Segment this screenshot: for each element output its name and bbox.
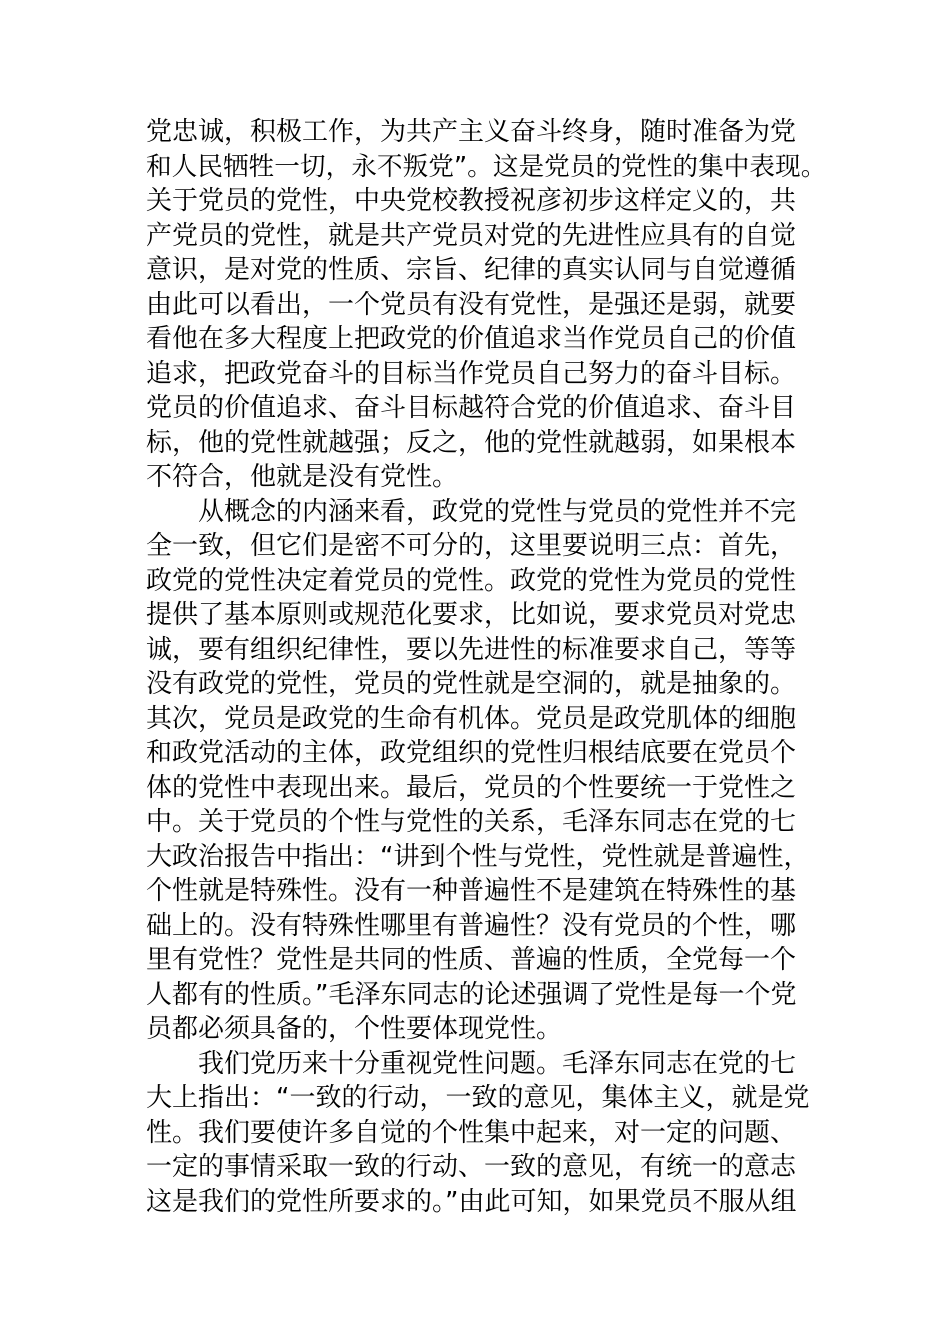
text-line: 由此可以看出，一个党员有没有党性，是强还是弱，就要 <box>146 289 797 320</box>
text-line: 础上的。没有特殊性哪里有普遍性？没有党员的个性，哪 <box>146 910 797 941</box>
text-line: 诚，要有组织纪律性，要以先进性的标准要求自己，等等 <box>146 634 797 665</box>
text-line: 看他在多大程度上把政党的价值追求当作党员自己的价值 <box>146 324 797 354</box>
text-line: 追求，把政党奋斗的目标当作党员自己努力的奋斗目标。 <box>146 358 797 389</box>
text-line: 这是我们的党性所要求的。”由此可知，如果党员不服从组 <box>146 1186 797 1217</box>
text-line: 和政党活动的主体，政党组织的党性归根结底要在党员个 <box>146 738 797 768</box>
body-text <box>146 115 826 1219</box>
text-line: 党员的价值追求、奋斗目标越符合党的价值追求、奋斗目 <box>146 393 797 423</box>
text-line: 性。我们要使许多自觉的个性集中起来，对一定的问题、 <box>146 1117 797 1148</box>
text-line: 产党员的党性，就是共产党员对党的先进性应具有的自觉 <box>146 220 797 251</box>
text-line: 政党的党性决定着党员的党性。政党的党性为党员的党性 <box>146 565 797 596</box>
text-line: 个性就是特殊性。没有一种普遍性不是建筑在特殊性的基 <box>146 876 797 906</box>
text-line: 大上指出：“一致的行动，一致的意见，集体主义，就是党 <box>146 1083 810 1113</box>
text-line: 人都有的性质。”毛泽东同志的论述强调了党性是每一个党 <box>146 979 797 1010</box>
text-line: 没有政党的党性，党员的党性就是空洞的，就是抽象的。 <box>146 669 797 699</box>
text-line: 员都必须具备的，个性要体现党性。 <box>146 1014 563 1044</box>
text-line: 从概念的内涵来看，政党的党性与党员的党性并不完 <box>198 496 797 527</box>
text-line: 全一致，但它们是密不可分的，这里要说明三点：首先， <box>146 531 797 561</box>
text-line: 其次，党员是政党的生命有机体。党员是政党肌体的细胞 <box>146 703 797 734</box>
text-line: 里有党性？党性是共同的性质、普遍的性质，全党每一个 <box>146 945 797 975</box>
text-line: 和人民牺牲一切，永不叛党”。这是党员的党性的集中表现。 <box>146 151 827 182</box>
text-line: 不符合，他就是没有党性。 <box>146 462 459 492</box>
text-line: 大政治报告中指出：“讲到个性与党性，党性就是普遍性， <box>146 841 810 872</box>
text-line: 体的党性中表现出来。最后，党员的个性要统一于党性之 <box>146 772 797 803</box>
text-line: 提供了基本原则或规范化要求，比如说，要求党员对党忠 <box>146 600 797 630</box>
text-line: 意识，是对党的性质、宗旨、纪律的真实认同与自觉遵循 <box>146 255 797 285</box>
text-line: 一定的事情采取一致的行动、一致的意见，有统一的意志 <box>146 1152 797 1182</box>
text-line: 我们党历来十分重视党性问题。毛泽东同志在党的七 <box>198 1048 797 1079</box>
text-line: 中。关于党员的个性与党性的关系，毛泽东同志在党的七 <box>146 807 797 837</box>
text-line: 党忠诚，积极工作，为共产主义奋斗终身，随时准备为党 <box>146 117 797 147</box>
text-line: 标，他的党性就越强；反之，他的党性就越弱，如果根本 <box>146 427 797 458</box>
text-line: 关于党员的党性，中央党校教授祝彦初步这样定义的，共 <box>146 186 797 216</box>
